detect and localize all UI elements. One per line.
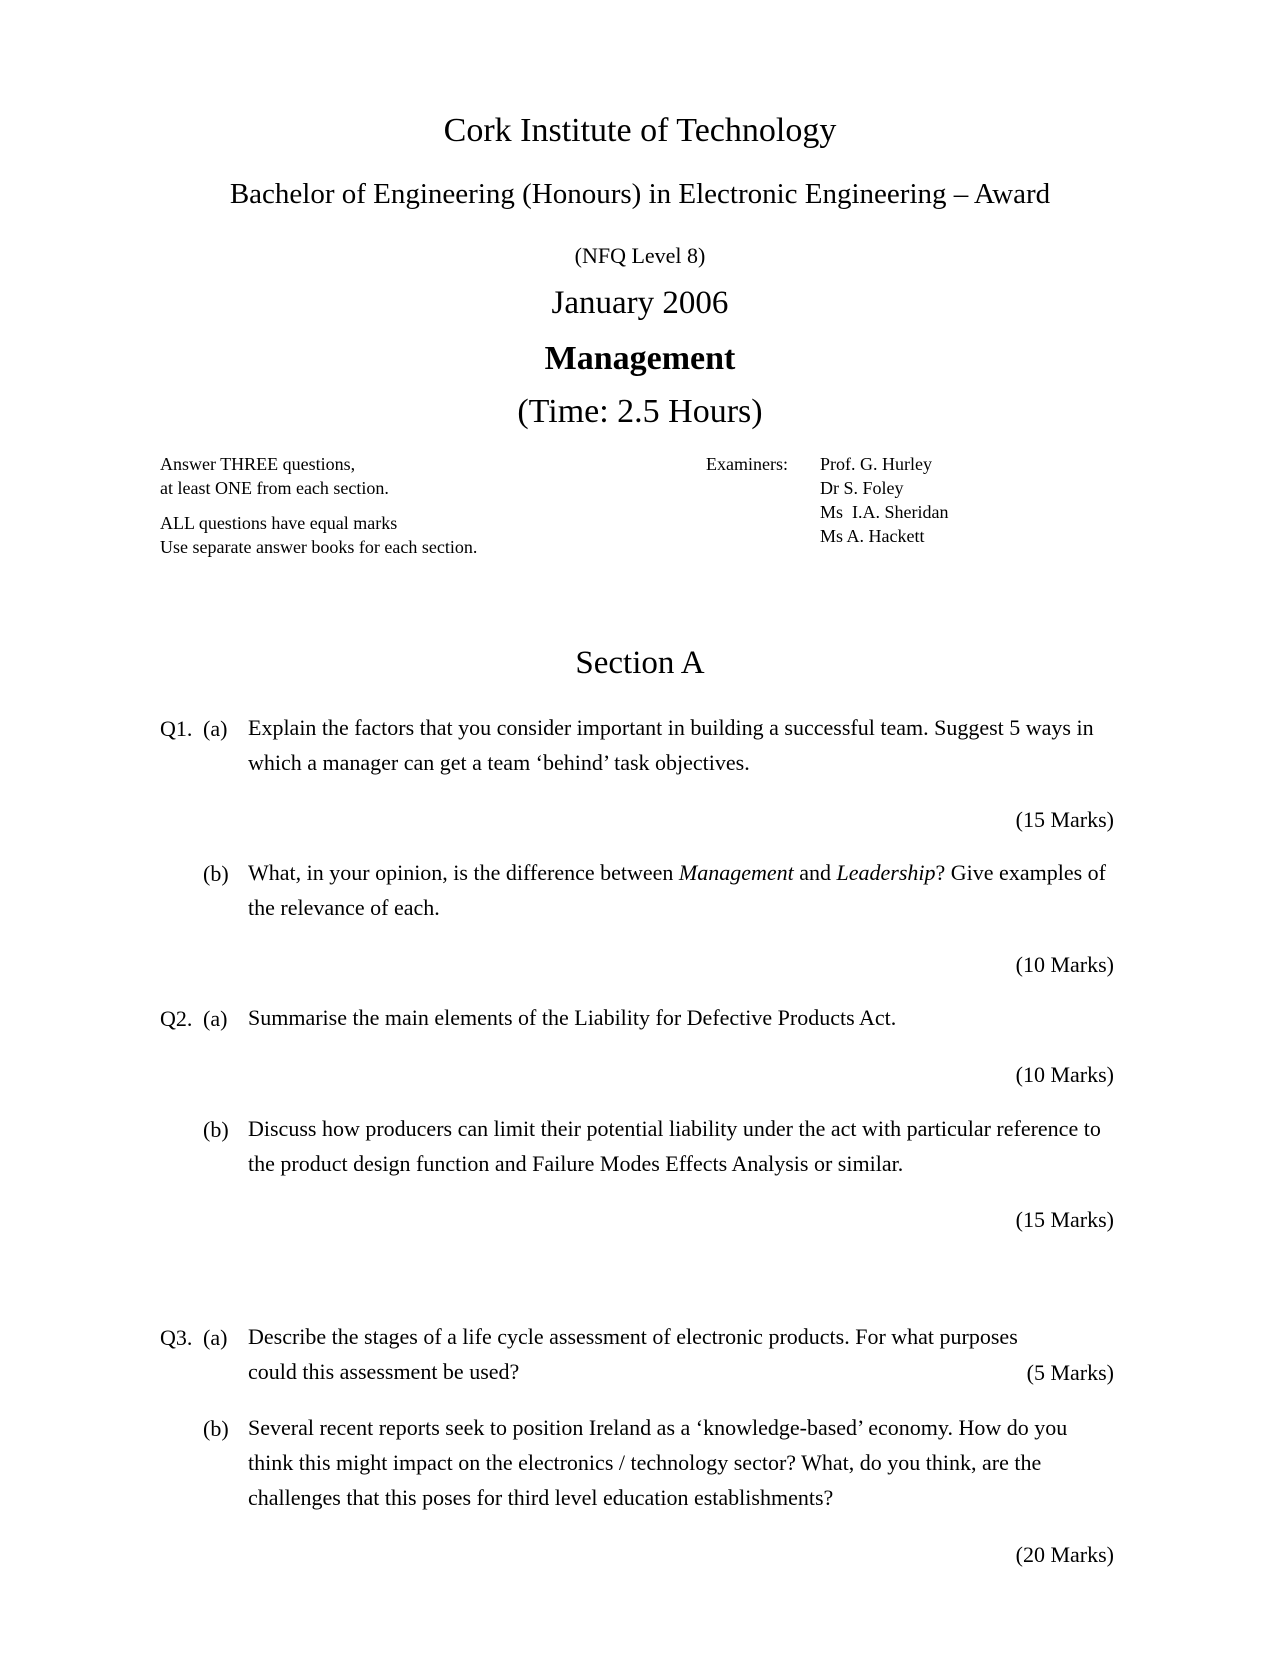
question-number: Q3. <box>160 1325 193 1350</box>
part-label: (b) <box>203 1416 229 1441</box>
question-text: Several recent reports seek to position Ireland as a ‘knowledge-based’ economy. How do you think this might impact on the electronics / technology sector? What, do you think, are the challenges that this poses for third level education establishments? <box>248 1415 1068 1510</box>
text-line: Describe the stages of a life cycle assessment of electronic products. For what purposes <box>248 1324 1018 1349</box>
marks-label: (15 Marks) <box>1015 1207 1114 1232</box>
exam-duration: (Time: 2.5 Hours) <box>517 393 763 430</box>
programme-title: Bachelor of Engineering (Honours) in Electronic Engineering – Award <box>229 178 1051 210</box>
question-text <box>248 855 1114 925</box>
question-number: Q1. <box>160 716 193 741</box>
text-segment: ? Give examples of the relevance of each. <box>248 860 1106 920</box>
emphasis-leadership: Leadership <box>836 860 936 885</box>
exam-date: January 2006 <box>551 285 729 321</box>
part-label: (b) <box>203 1117 229 1142</box>
examiner-name: Prof. G. Hurley <box>820 454 932 474</box>
text-line: could this assessment be used? <box>248 1359 520 1384</box>
part-label: (a) <box>203 1325 228 1350</box>
instructions-block-1 <box>160 452 389 500</box>
marks-label: (10 Marks) <box>1015 952 1114 977</box>
text-segment: and <box>793 860 837 885</box>
emphasis-management: Management <box>678 860 794 885</box>
part-label: (a) <box>203 716 228 741</box>
marks-label: (10 Marks) <box>1015 1062 1114 1087</box>
part-label: (a) <box>203 1006 228 1031</box>
instruction-line: Answer THREE questions, <box>160 454 356 474</box>
examiner-name: Ms A. Hackett <box>820 526 925 546</box>
examiners-list <box>820 452 949 548</box>
part-label: (b) <box>203 861 229 886</box>
question-number: Q2. <box>160 1006 193 1031</box>
instruction-line: ALL questions have equal marks <box>160 513 398 533</box>
instruction-line: at least ONE from each section. <box>160 478 389 498</box>
question-text: Explain the factors that you consider important in building a successful team. Suggest 5 ways in which a manager can get a team ‘behind’ task objectives. <box>248 715 1094 775</box>
subject-title: Management <box>544 340 736 377</box>
marks-label: (15 Marks) <box>1015 807 1114 832</box>
marks-label: (20 Marks) <box>1015 1542 1114 1567</box>
instructions-block-2 <box>160 511 477 559</box>
marks-label: (5 Marks) <box>1026 1360 1114 1385</box>
question-text: Discuss how producers can limit their potential liability under the act with particular reference to the product design function and Failure Modes Effects Analysis or similar. <box>248 1116 1101 1176</box>
nfq-level: (NFQ Level 8) <box>574 243 706 268</box>
institution-title: Cork Institute of Technology <box>443 112 837 149</box>
instruction-line: Use separate answer books for each section. <box>160 537 478 557</box>
text-segment: What, in your opinion, is the difference between <box>248 860 679 885</box>
question-text: Summarise the main elements of the Liability for Defective Products Act. <box>248 1005 897 1030</box>
question-text <box>248 1319 1114 1389</box>
examiners-label: Examiners: <box>706 454 788 474</box>
section-title: Section A <box>575 645 705 681</box>
examiner-name: Ms I.A. Sheridan <box>820 502 949 522</box>
examiner-name: Dr S. Foley <box>820 478 904 498</box>
